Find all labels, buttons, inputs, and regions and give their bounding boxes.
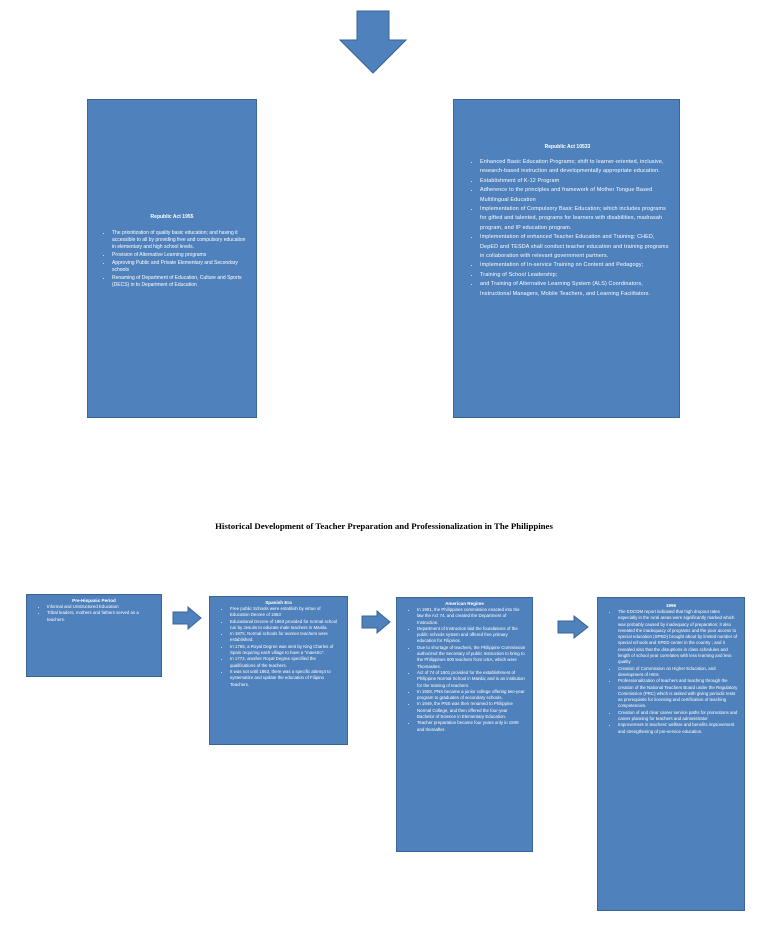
list-item: • Adherence to the principles and framework of Mother Tongue Based Multilingual Education [480, 186, 671, 205]
right-arrow-icon [557, 615, 589, 639]
list-item: • Improvement in teachers' welfare and benefits improvement and strengthening of pre-service education. [618, 722, 738, 735]
page-title: Historical Development of Teacher Preparation and Professionalization in The Philippines [215, 521, 553, 531]
box-title: Republic Act 1955 [150, 214, 194, 220]
list-item: • In 1765, a Royal Degree was sent by King Charles of Spain requiring each village to have a "maestro". [230, 644, 341, 657]
list-item: • In 1875, Normal schools for women teachers were established. [230, 631, 341, 644]
list-item: • Training of School Leadership; [480, 271, 671, 280]
american-regime-box [396, 597, 533, 852]
box-list [96, 230, 248, 289]
box-title: Republic Act 10533 [544, 144, 591, 150]
box-list [216, 606, 341, 688]
list-item: • In 1901, the Philippines commission enacted into the law the Act 74, and created the Department of Instruction. [417, 607, 526, 626]
list-item: • Implementation of In-service Training on Content and Pedagogy; [480, 261, 671, 270]
list-item: • The prioritization of quality basic education; and having it accessible to all by providing free and compulsory education in elementary and high school levels. [112, 230, 248, 252]
down-arrow-icon [339, 10, 407, 74]
right-arrow-icon [361, 610, 391, 634]
list-item: • Department of Instruction laid the foundations of the public schools system and offered free primary education for Filipinos. [417, 626, 526, 645]
box-title: American Regime [445, 601, 484, 606]
list-item: • Provision of Alternative Learning programs [112, 252, 248, 259]
box-title: 1996 [665, 603, 677, 608]
list-item: • Establishment of K-12 Program [480, 177, 671, 186]
list-item: • Professionalization of teachers and teaching through the creation of the National Teachers Board under the Regulatory Commission (PRC) which is tasked with giving periodic tests as prerequisite for licensing and certification of teaching competencies. [618, 678, 738, 709]
box-title: Spanish Era [265, 600, 292, 605]
list-item: • Tribal leaders, mothers and fathers served as a teachers. [47, 610, 155, 623]
republic-act-10533-box [453, 99, 680, 418]
list-item: • The EDCOM report indicated that high dropout rates especially in the rural areas were significantly marked which was probably caused by inadequacy of preparation; it also revealed the inadequacy of programs and the poor access to special education (SPED) brought about by limited number of special schools and SPED center in the country ; and it revealed also that the disruptions in class schedules and length of school year correlates with less learning and less quality [618, 609, 738, 666]
list-item: • and Training of Alternative Learning System (ALS) Coordinators, Instructional Managers, Mobile Teachers, and Learning Facilitators. [480, 280, 671, 299]
box-title: Pre-Hispanic Period [72, 598, 116, 603]
list-item: • Creation of Commission on Higher Education, and development of HEIs [618, 666, 738, 679]
list-item: • Free public Schools were establish by virtue of Education Decree of 1863 [230, 606, 341, 619]
list-item: • Enhanced Basic Education Programs; shift to learner-oriented, inclusive, research-based instruction and developmentally appropriate education. [480, 158, 671, 177]
box-list [33, 604, 155, 623]
list-item: • Due to shortage of teachers, the Philippine Commission authorized the Secretary of public Instruction to bring to the Philippines 600 teachers from USA, which were Thomasites. [417, 645, 526, 670]
list-item: • Act of 74 of 1901 provided for the establishment of Philippine Normal School in Manila; and is an institution for the training of teachers. [417, 670, 526, 689]
list-item: • In 1772, another Royal Degree specified the qualifications of the teachers. [230, 656, 341, 669]
list-item: • Informal and Unstructured Education [47, 604, 155, 610]
list-item: • Creation of and clear career service paths for promotions and career planning for teachers and administrator [618, 710, 738, 723]
list-item: • Renaming of Department of Education, Culture and Sports (DECS) in to Department of Education [112, 275, 248, 289]
list-item: • Educational Decree of 1863 provided for normal school run by Jesuits to educate male teachers in Manila. [230, 619, 341, 632]
list-item: • It was not until 1863, there was a specific attempt to systematize and update the education of Filipino Teachers. [230, 669, 341, 688]
box-list [403, 607, 526, 733]
republic-act-1955-box [87, 99, 257, 418]
list-item: • In 1928, PNS became a junior college offering two-year program to graduates of secondary schools. [417, 689, 526, 702]
list-item: • In 1949, the PNS was then renamed to Philippine Normal College, and then offered the four-year Bachelor of Science in Elementary Education. [417, 701, 526, 720]
right-arrow-icon [172, 606, 202, 630]
list-item: • Implementation of enhanced Teacher Education and Training; CHED, DepED and TESDA shall conduct teacher education and training programs in collaboration with relevant government partners. [480, 233, 671, 261]
list-item: • Approving Public and Private Elementary and Secondary schools [112, 260, 248, 274]
pre-hispanic-period-box [26, 594, 162, 677]
year-1996-box [597, 597, 745, 911]
box-list [604, 609, 738, 735]
box-list [464, 158, 671, 299]
spanish-era-box [209, 596, 348, 745]
list-item: • Teacher preparation became four years only in 1949 and thereafter. [417, 720, 526, 733]
list-item: • Implementation of Compulsory Basic Education; which includes programs for gifted and talented, programs for learners with disabilities, madrasah program, and IP education program. [480, 205, 671, 233]
